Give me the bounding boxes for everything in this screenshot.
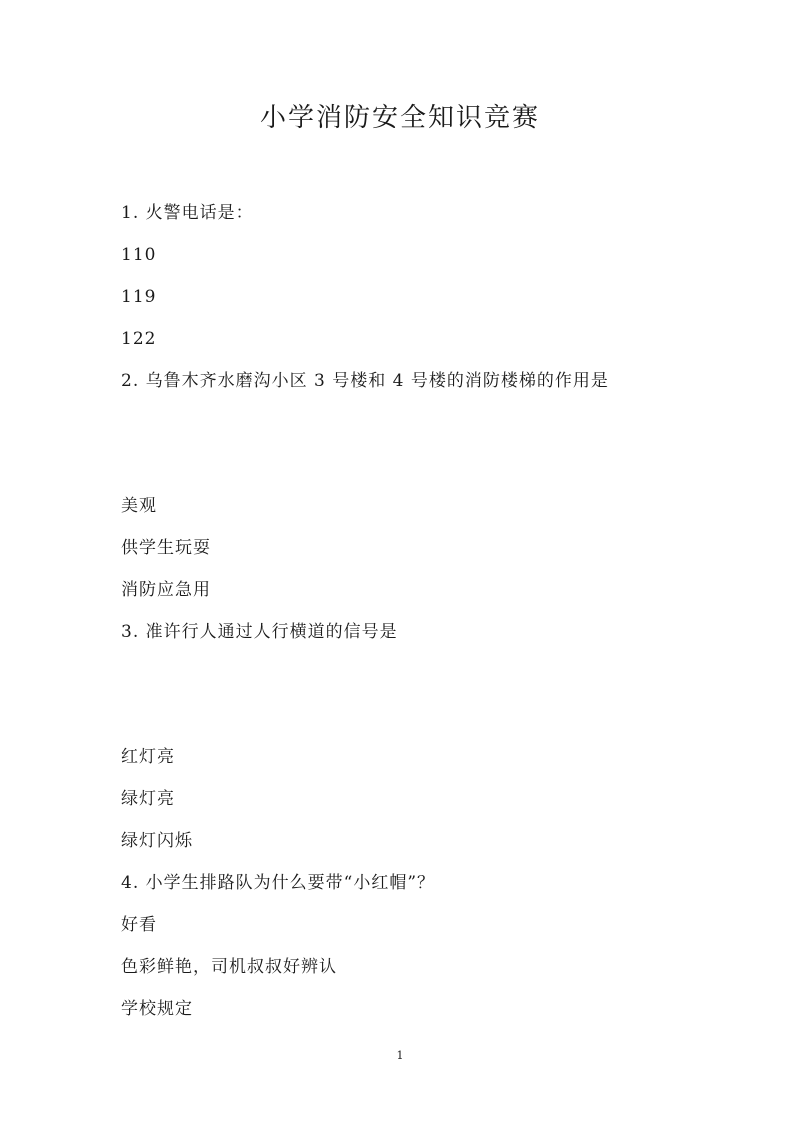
page-number: 1 — [396, 1049, 404, 1062]
question-2-option-2: 供学生玩耍 — [121, 538, 211, 558]
question-3-option-2: 绿灯亮 — [121, 789, 175, 809]
question-1-prompt: 1. 火警电话是： — [121, 203, 254, 223]
question-3-prompt: 3. 准许行人通过人行横道的信号是 — [121, 622, 398, 642]
question-2-option-1: 美观 — [121, 496, 157, 516]
question-2-option-3: 消防应急用 — [121, 580, 211, 600]
question-4-option-2: 色彩鲜艳，司机叔叔好辨认 — [121, 957, 337, 977]
question-3-option-3: 绿灯闪烁 — [121, 831, 193, 851]
question-1-option-3: 122 — [121, 329, 157, 349]
question-1-option-2: 119 — [121, 287, 157, 307]
question-3-option-1: 红灯亮 — [121, 747, 175, 767]
question-4-prompt: 4. 小学生排路队为什么要带“小红帽”？ — [121, 873, 436, 893]
question-4-option-1: 好看 — [121, 915, 157, 935]
question-2-prompt: 2. 乌鲁木齐水磨沟小区 3 号楼和 4 号楼的消防楼梯的作用是 — [121, 371, 609, 391]
question-4-option-3: 学校规定 — [121, 999, 193, 1019]
document-title: 小学消防安全知识竞赛 — [259, 103, 540, 133]
question-1-option-1: 110 — [121, 245, 157, 265]
